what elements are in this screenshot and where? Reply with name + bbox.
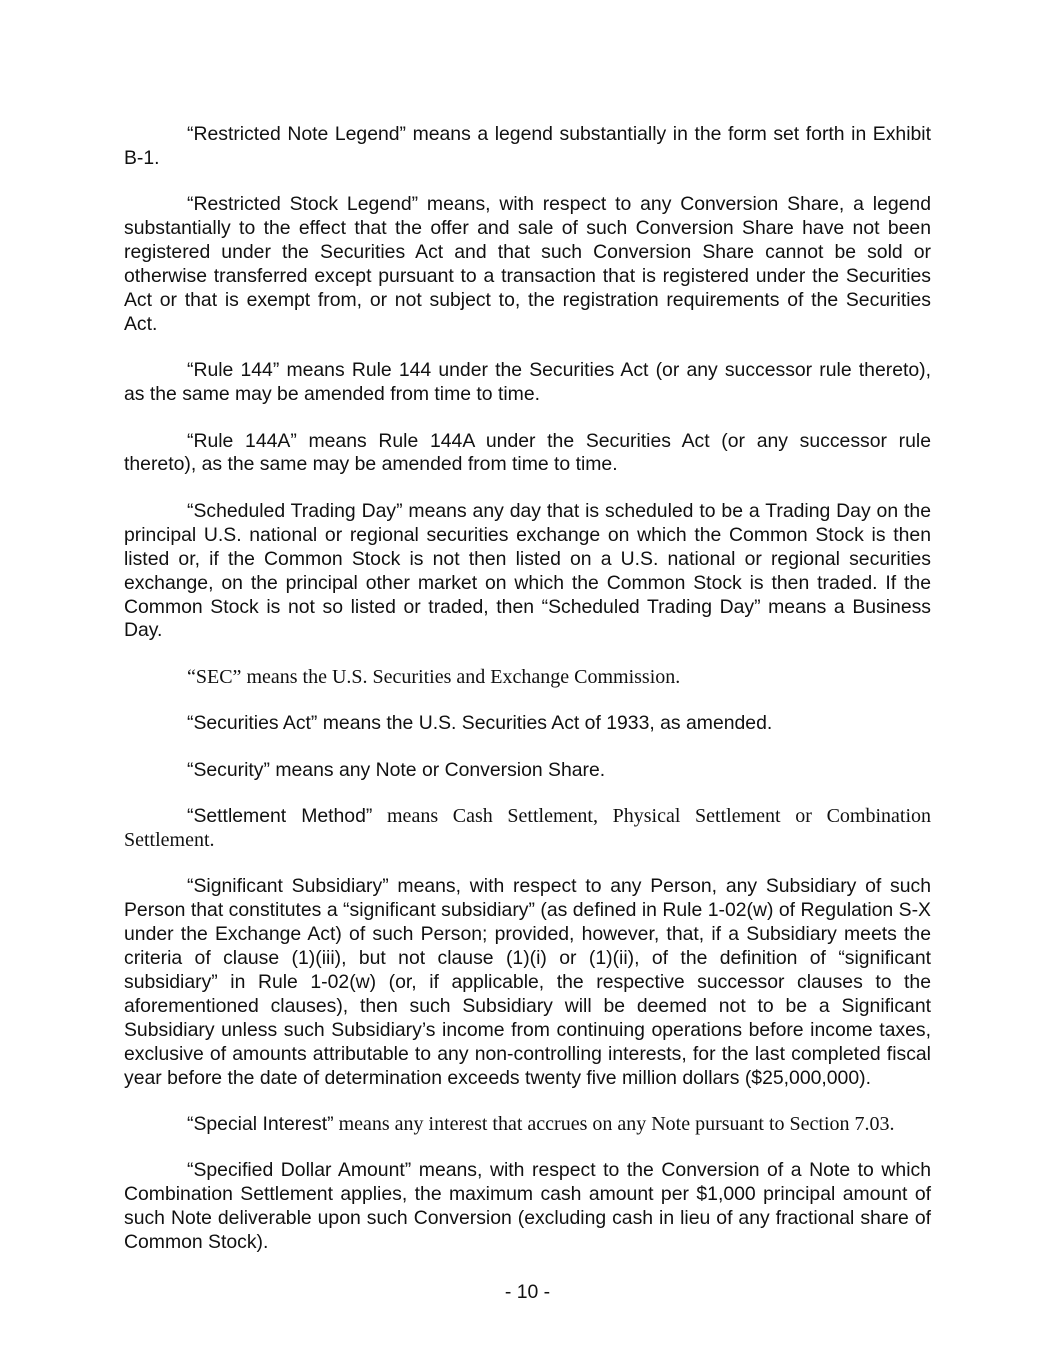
definition-text: means the U.S. Securities Act of 1933, as amended. (317, 712, 773, 735)
definition-scheduled-trading-day (124, 500, 931, 643)
defined-term: “SEC” (187, 665, 242, 688)
definition-rule-144a (124, 430, 931, 478)
definition-text: means Rule 144A under the Securities Act (or any successor rule thereto), as the same may be amended from time to time. (124, 429, 931, 476)
defined-term: “Rule 144” (187, 359, 280, 382)
definition-rule-144 (124, 359, 931, 407)
definition-significant-subsidiary (124, 875, 931, 1090)
defined-term: “Rule 144A” (187, 429, 297, 452)
defined-term: “Specified Dollar Amount” (187, 1159, 412, 1182)
definition-text: means Cash Settlement, Physical Settlement or Combination Settlement. (124, 805, 932, 851)
defined-term: “Special Interest” (187, 1113, 334, 1135)
definition-securities-act (124, 712, 931, 736)
definition-text: means, with respect to any Conversion Share, a legend substantially to the effect that the offer and sale of such Conversion Share have not been registered under the Securities Act and that such Conversion Share cannot be sold or otherwise transferred except pursuant to a transaction that is registered under the Securities Act or that is exempt from, or not subject to, the registration requirements of the Securities Act. (124, 193, 931, 335)
defined-term: “Settlement Method” (187, 805, 373, 828)
definition-text: means a legend substantially in the form set forth in Exhibit B-1. (124, 123, 932, 169)
defined-term: “Significant Subsidiary” (187, 875, 389, 898)
definition-text: means any Note or Conversion Share. (269, 758, 606, 781)
defined-term: “Restricted Note Legend” (187, 123, 407, 145)
definition-special-interest (124, 1113, 931, 1137)
page-number: - 10 - (504, 1281, 551, 1303)
definition-text: means the U.S. Securities and Exchange Commission. (241, 665, 681, 688)
definition-settlement-method (124, 805, 931, 853)
document-page (124, 123, 931, 1278)
defined-term: “Restricted Stock Legend” (187, 193, 419, 216)
definition-restricted-stock-legend (124, 193, 931, 336)
defined-term: “Security” (187, 758, 270, 781)
definition-sec (124, 666, 931, 690)
definition-text: means any day that is scheduled to be a Trading Day on the principal U.S. national or regional securities exchange on which the Common Stock is then listed or, if the Common Stock is not then listed on a U.S. national or regional securities exchange, on the principal other market on which the Common Stock is then traded. If the Common Stock is not so listed or traded, then “Scheduled Trading Day” means a Business Day. (124, 499, 931, 642)
definition-restricted-note-legend (124, 123, 931, 171)
definition-text: means, with respect to any Person, any Subsidiary of such Person that constitutes a “significant subsidiary” (as defined in Rule 1-02(w) of Regulation S-X under the Exchange Act) of such Person; provided, however, that, if a Subsidiary meets the criteria of clause (1)(iii), but not clause (1)(i) or (1)(ii), of the definition of “significant subsidiary” in Rule 1-02(w) (or, if applicable, the respective successor clauses to the aforementioned clauses), then such Subsidiary will be deemed not to be a Significant Subsidiary unless such Subsidiary’s income from continuing operations before income taxes, exclusive of amounts attributable to any non-controlling interests, for the last completed fiscal year before the date of determination exceeds twenty five million dollars ($25,000,000). (124, 875, 931, 1089)
defined-term: “Scheduled Trading Day” (187, 499, 403, 522)
definition-text: means, with respect to the Conversion of a Note to which Combination Settlement applies, the maximum cash amount per $1,000 principal amount of such Note deliverable upon such Conversion (excluding cash in lieu of any fractional share of Common Stock). (124, 1159, 931, 1254)
definition-security (124, 759, 931, 783)
definition-specified-dollar-amount (124, 1159, 931, 1255)
definition-text: means Rule 144 under the Securities Act (or any successor rule thereto), as the same may be amended from time to time. (124, 359, 931, 406)
defined-term: “Securities Act” (187, 712, 318, 735)
definition-text: means any interest that accrues on any Note pursuant to Section 7.03. (333, 1113, 895, 1135)
